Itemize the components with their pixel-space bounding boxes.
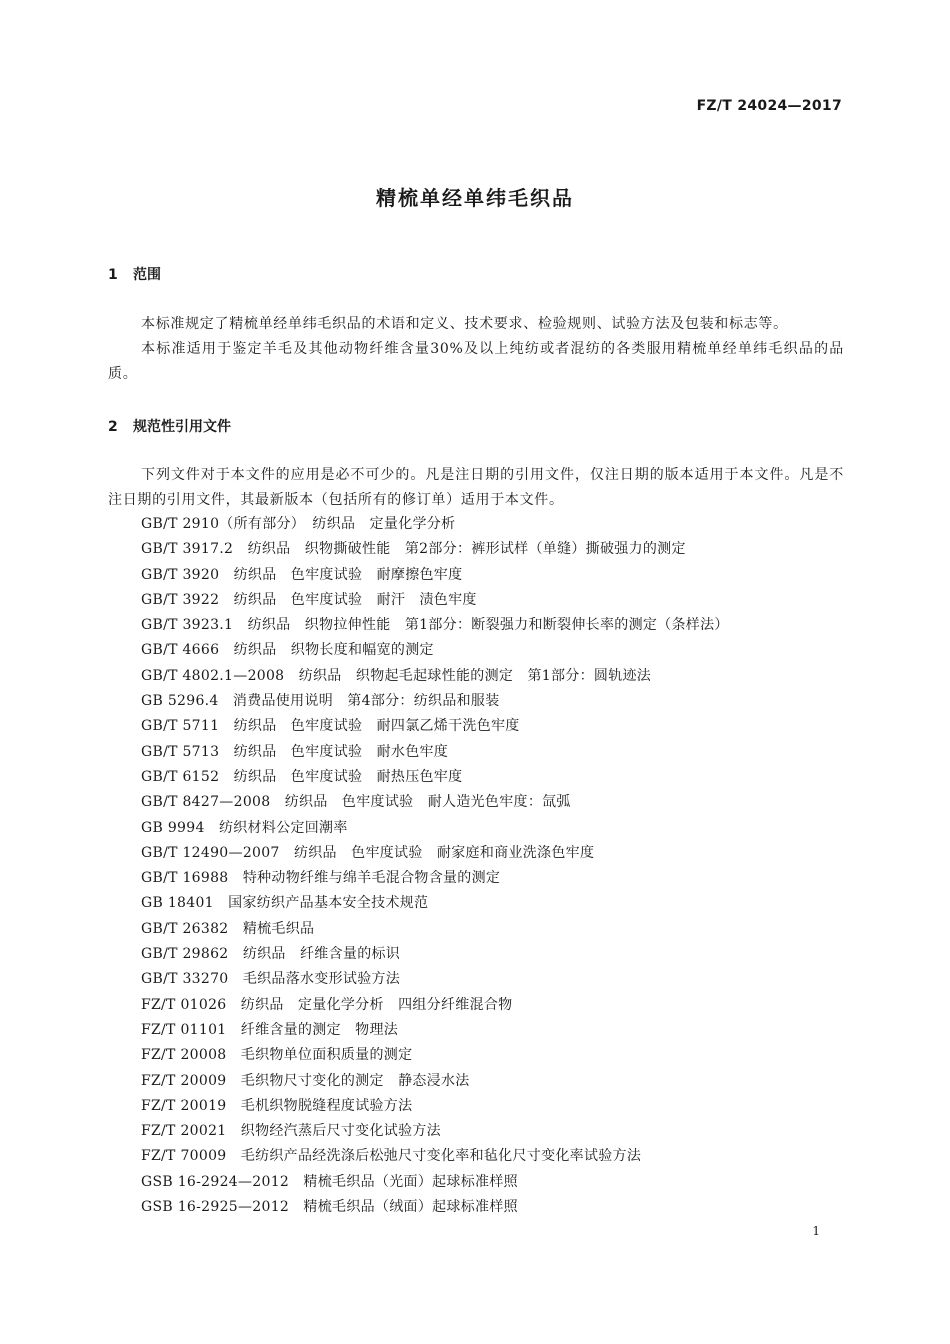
reference-item: GB/T 5713 纺织品 色牢度试验 耐水色牢度 [141, 743, 449, 760]
reference-item: GSB 16-2924—2012 精梳毛织品（光面）起球标准样照 [141, 1173, 518, 1190]
scope-paragraph-1: 本标准规定了精梳单经单纬毛织品的术语和定义、技术要求、检验规则、试验方法及包装和标志等。 [141, 316, 788, 332]
normative-reference-list [141, 512, 729, 1220]
reference-item: GB/T 3922 纺织品 色牢度试验 耐汗 渍色牢度 [141, 591, 477, 608]
reference-item: FZ/T 20008 毛织物单位面积质量的测定 [141, 1047, 413, 1064]
reference-item: GB/T 29862 纺织品 纤维含量的标识 [141, 946, 401, 963]
section-number: 2 [108, 419, 118, 435]
reference-item: GB/T 3920 纺织品 色牢度试验 耐摩擦色牢度 [141, 566, 463, 583]
section-1-heading [108, 264, 161, 284]
reference-item: GB/T 2910（所有部分） 纺织品 定量化学分析 [141, 516, 456, 532]
reference-item: GB 9994 纺织材料公定回潮率 [141, 819, 348, 836]
normative-intro-paragraph: 下列文件对于本文件的应用是必不可少的。凡是注日期的引用文件，仅注日期的版本适用于本文件。凡是不注日期的引用文件，其最新版本（包括所有的修订单）适用于本文件。 [108, 467, 844, 508]
page-number: 1 [812, 1224, 820, 1238]
section-title: 范围 [133, 267, 161, 283]
reference-item: FZ/T 20019 毛机织物脱缝程度试验方法 [141, 1097, 413, 1114]
reference-item: GB/T 26382 精梳毛织品 [141, 920, 315, 937]
reference-item: GB/T 4802.1—2008 纺织品 织物起毛起球性能的测定 第1部分：圆轨迹法 [141, 667, 652, 684]
standard-number: FZ/T 24024—2017 [696, 98, 842, 114]
reference-item: GB/T 12490—2007 纺织品 色牢度试验 耐家庭和商业洗涤色牢度 [141, 844, 595, 861]
reference-item: GB/T 8427—2008 纺织品 色牢度试验 耐人造光色牢度：氙弧 [141, 794, 571, 811]
reference-item: FZ/T 70009 毛纺织产品经洗涤后松弛尺寸变化率和毡化尺寸变化率试验方法 [141, 1148, 642, 1165]
section-2-heading [108, 416, 231, 436]
reference-item: GB/T 4666 纺织品 织物长度和幅宽的测定 [141, 642, 434, 659]
reference-item: GB/T 5711 纺织品 色牢度试验 耐四氯乙烯干洗色牢度 [141, 718, 520, 735]
section-number: 1 [108, 267, 118, 283]
document-title: 精梳单经单纬毛织品 [376, 186, 574, 210]
reference-item: FZ/T 01026 纺织品 定量化学分析 四组分纤维混合物 [141, 996, 513, 1013]
scope-paragraph-2: 本标准适用于鉴定羊毛及其他动物纤维含量30%及以上纯纺或者混纺的各类服用精梳单经单纬毛织品的品质。 [108, 341, 844, 382]
reference-item: GB 5296.4 消费品使用说明 第4部分：纺织品和服装 [141, 693, 500, 710]
reference-item: FZ/T 01101 纤维含量的测定 物理法 [141, 1021, 399, 1038]
reference-item: GB/T 6152 纺织品 色牢度试验 耐热压色牢度 [141, 768, 463, 785]
reference-item: FZ/T 20009 毛织物尺寸变化的测定 静态浸水法 [141, 1072, 470, 1089]
reference-item: GB/T 3923.1 纺织品 织物拉伸性能 第1部分：断裂强力和断裂伸长率的测定（条样法） [141, 617, 729, 634]
reference-item: GB/T 3917.2 纺织品 织物撕破性能 第2部分：裤形试样（单缝）撕破强力的测定 [141, 541, 686, 558]
section-title: 规范性引用文件 [133, 419, 231, 435]
reference-item: GSB 16-2925—2012 精梳毛织品（绒面）起球标准样照 [141, 1199, 518, 1216]
reference-item: GB 18401 国家纺织产品基本安全技术规范 [141, 895, 429, 912]
reference-item: FZ/T 20021 织物经汽蒸后尺寸变化试验方法 [141, 1123, 441, 1140]
reference-item: GB/T 16988 特种动物纤维与绵羊毛混合物含量的测定 [141, 870, 501, 887]
reference-item: GB/T 33270 毛织品落水变形试验方法 [141, 971, 401, 988]
